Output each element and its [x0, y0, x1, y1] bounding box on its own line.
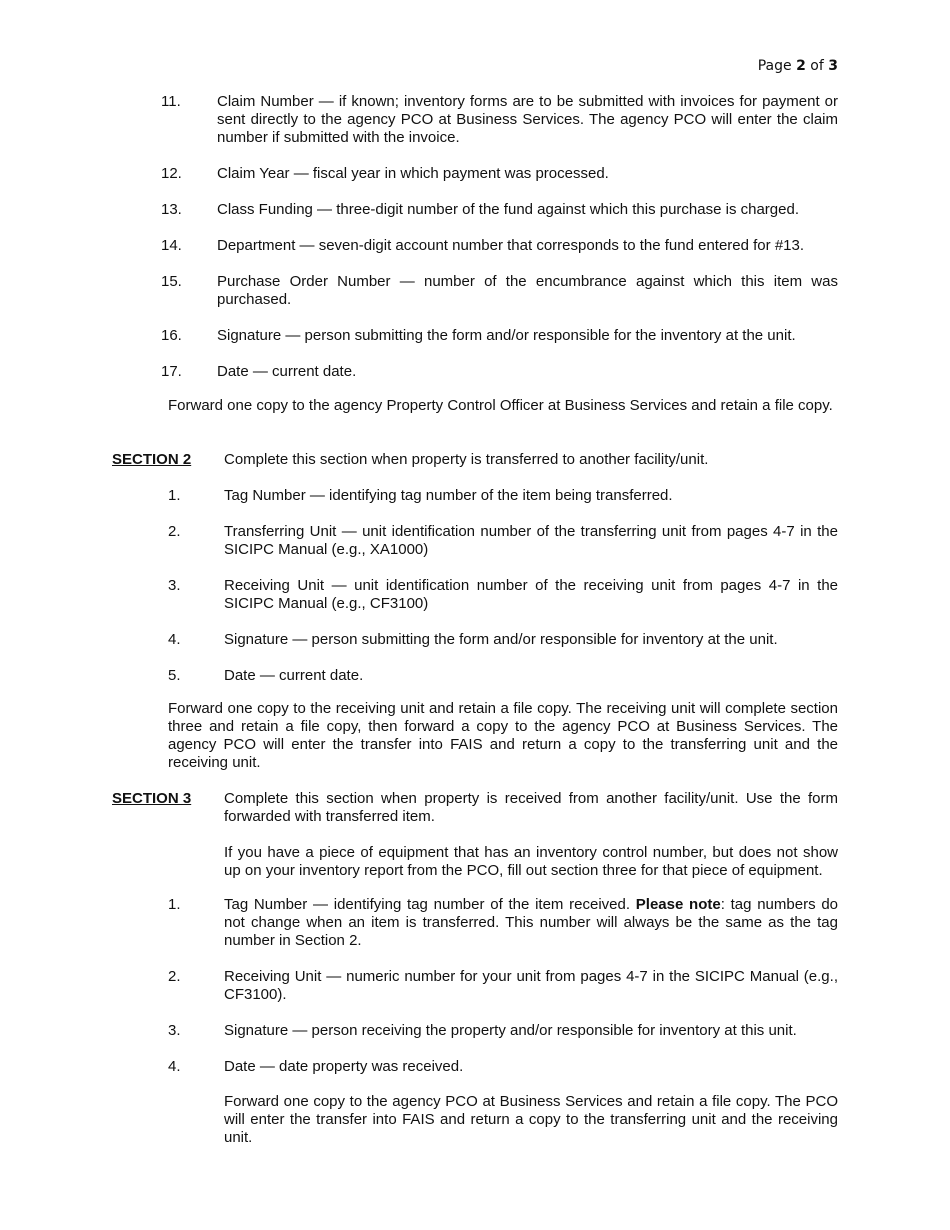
item-number: 3. — [168, 577, 181, 594]
section1-forward-paragraph: Forward one copy to the agency Property Control Officer at Business Services and retain a file copy. — [168, 397, 833, 414]
list-item — [0, 523, 950, 559]
item-text: Class Funding — three-digit number of the fund against which this purchase is charged. — [217, 201, 799, 218]
item-number: 4. — [168, 631, 181, 648]
item-text: Tag Number — identifying tag number of the item being transferred. — [224, 487, 673, 504]
list-item — [0, 327, 950, 345]
list-item — [0, 237, 950, 255]
item-number: 13. — [161, 201, 182, 218]
item-number: 1. — [168, 487, 181, 504]
section3-list — [0, 896, 950, 1094]
list-item — [0, 968, 950, 1004]
item-number: 2. — [168, 968, 181, 985]
item-text-end: : tag numbers do not change when an item is transferred. This number will always be the same as the tag number in Section 2. — [224, 896, 839, 949]
list-item — [0, 896, 950, 950]
section2-label: SECTION 2 — [112, 451, 192, 468]
item-text: Date — current date. — [224, 667, 364, 684]
list-item — [0, 487, 950, 505]
item-text: Receiving Unit — numeric number for your unit from pages 4-7 in the SICIPC Manual (e.g., CF3100). — [224, 968, 838, 1003]
section3-note: If you have a piece of equipment that has an inventory control number, but does not show up on your inventory report from the PCO, fill out section three for that piece of equipment. — [224, 844, 838, 879]
section2-intro: Complete this section when property is transferred to another facility/unit. — [224, 451, 709, 468]
section2-list — [0, 487, 950, 703]
list-item — [0, 273, 950, 309]
section2-heading — [112, 451, 838, 469]
of-label: of — [810, 58, 824, 74]
list-item — [0, 363, 950, 381]
list-item — [0, 631, 950, 649]
item-number: 3. — [168, 1022, 181, 1039]
total-pages: 3 — [828, 58, 838, 74]
section3-heading — [112, 790, 838, 826]
item-text: Receiving Unit — unit identification number of the receiving unit from pages 4-7 in the SICIPC Manual (e.g., CF3100) — [224, 577, 838, 612]
item-text: Claim Year — fiscal year in which payment was processed. — [217, 165, 609, 182]
section3-forward-paragraph: Forward one copy to the agency PCO at Business Services and retain a file copy. The PCO will enter the transfer into FAIS and return a copy to the transferring unit and the receiving unit. — [224, 1093, 838, 1146]
item-text: Signature — person receiving the property and/or responsible for inventory at this unit. — [224, 1022, 797, 1039]
item-text: Purchase Order Number — number of the encumbrance against which this item was purchased. — [217, 273, 838, 308]
item-text: Signature — person submitting the form and/or responsible for the inventory at the unit. — [217, 327, 796, 344]
item-number: 14. — [161, 237, 182, 254]
item-text — [224, 896, 838, 950]
list-item — [0, 577, 950, 613]
item-number: 15. — [161, 273, 182, 290]
item-text-start: Tag Number — identifying tag number of the item received. — [224, 896, 636, 913]
item-number: 4. — [168, 1058, 181, 1075]
list-item — [0, 1058, 950, 1076]
current-page: 2 — [796, 58, 806, 74]
list-item — [0, 165, 950, 183]
item-text: Department — seven-digit account number that corresponds to the fund entered for #13. — [217, 237, 805, 254]
section1-list — [0, 93, 950, 399]
page-label: Page — [757, 58, 792, 74]
item-text: Transferring Unit — unit identification number of the transferring unit from pages 4-7 in the SICIPC Manual (e.g., XA1000) — [224, 523, 838, 558]
list-item — [0, 93, 950, 147]
item-number: 5. — [168, 667, 181, 684]
item-number: 16. — [161, 327, 182, 344]
list-item — [0, 667, 950, 685]
page-number-header — [758, 57, 838, 75]
section2-forward-paragraph: Forward one copy to the receiving unit and retain a file copy. The receiving unit will complete section three and retain a file copy, then forward a copy to the agency PCO at Business Services. The agency PCO will enter the transfer into FAIS and return a copy to the transferring unit and the receiving unit. — [168, 700, 838, 771]
item-number: 2. — [168, 523, 181, 540]
section3-label: SECTION 3 — [112, 790, 192, 807]
item-number: 1. — [168, 896, 181, 913]
item-text: Date — current date. — [217, 363, 357, 380]
list-item — [0, 201, 950, 219]
item-number: 12. — [161, 165, 182, 182]
item-text: Claim Number — if known; inventory forms are to be submitted with invoices for payment or sent directly to the agency PCO at Business Services. The agency PCO will enter the claim number if submitted with the invoice. — [217, 93, 838, 146]
please-note-emphasis: Please note — [635, 896, 721, 913]
section3-intro: Complete this section when property is received from another facility/unit. Use the form forwarded with transferred item. — [224, 790, 838, 825]
item-text: Date — date property was received. — [224, 1058, 464, 1075]
item-number: 11. — [161, 93, 181, 110]
item-number: 17. — [161, 363, 182, 380]
item-text: Signature — person submitting the form and/or responsible for inventory at the unit. — [224, 631, 778, 648]
list-item — [0, 1022, 950, 1040]
